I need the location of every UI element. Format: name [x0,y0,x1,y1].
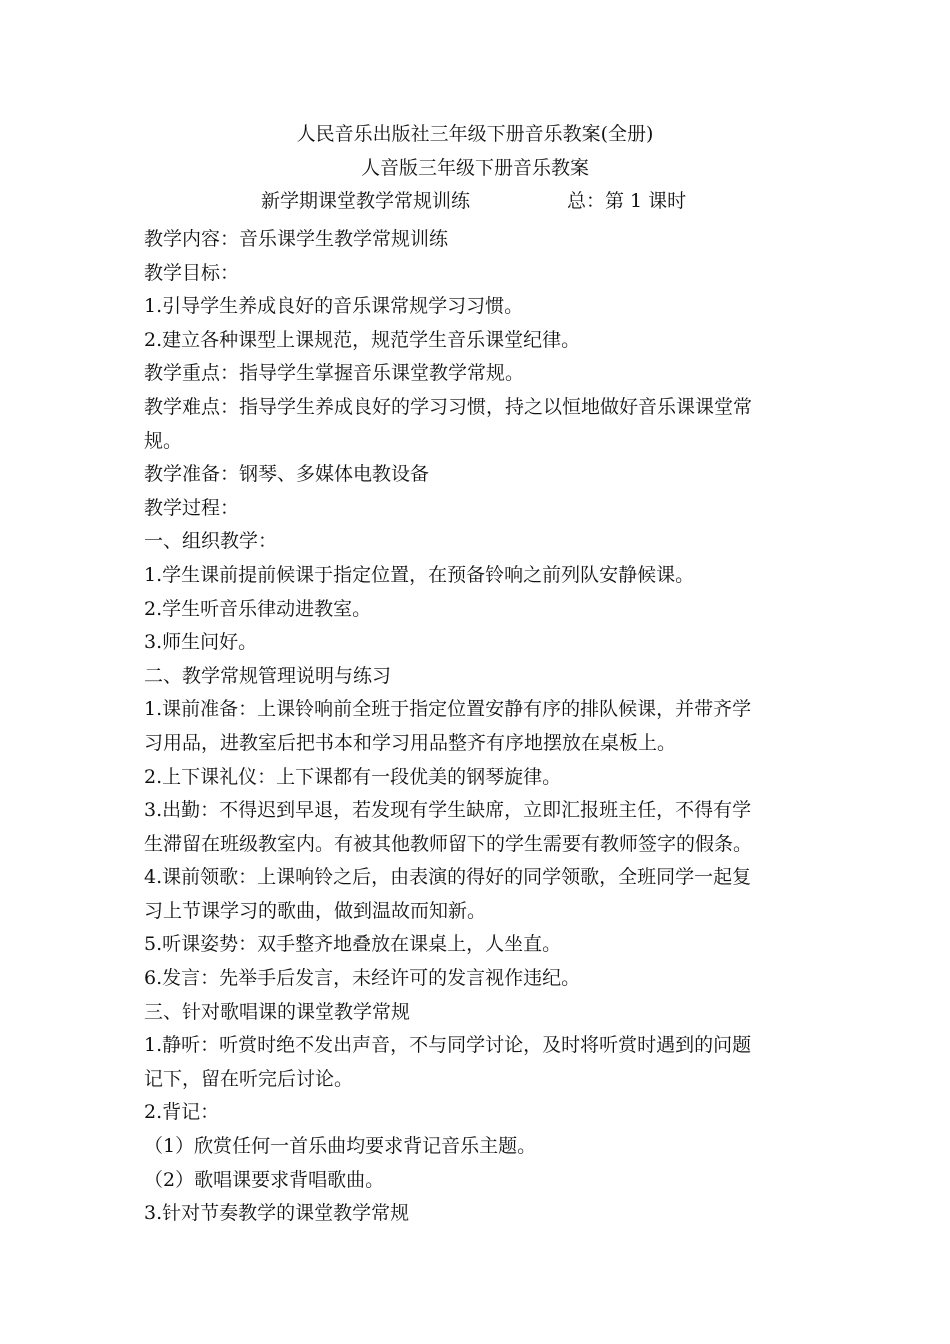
body-line: 教学难点：指导学生养成良好的学习习惯，持之以恒地做好音乐课课堂常 [144,395,753,418]
body-line: 教学内容：音乐课学生教学常规训练 [144,228,449,250]
body-line: （2）歌唱课要求背唱歌曲。 [144,1168,385,1191]
body-line: 2.背记： [144,1101,220,1124]
body-line: 二、教学常规管理说明与练习 [144,664,392,687]
body-line: 习用品，进教室后把书本和学习用品整齐有序地摆放在桌板上。 [144,731,677,754]
body-line: 6.发言：先举手后发言，未经许可的发言视作违纪。 [144,967,581,990]
body-line: 5.听课姿势：双手整齐地叠放在课桌上，人坐直。 [144,933,562,956]
body-line: 3.针对节奏教学的课堂教学常规 [144,1202,410,1225]
document-body [144,223,810,1231]
body-line: 1.引导学生养成良好的音乐课常规学习习惯。 [144,295,524,318]
body-line: 教学过程： [144,496,240,519]
body-line: 3.出勤：不得迟到早退，若发现有学生缺席，立即汇报班主任，不得有学 [144,799,752,822]
body-line: 习上节课学习的歌曲，做到温故而知新。 [144,899,487,922]
document-subtitle: 人音版三年级下册音乐教案 [360,157,589,179]
body-line: 1.静听：听赏时绝不发出声音，不与同学讨论，及时将听赏时遇到的问题 [144,1034,752,1057]
body-line: 2.学生听音乐律动进教室。 [144,597,372,620]
body-line: 生滞留在班级教室内。有被其他教师留下的学生需要有教师签字的假条。 [144,832,753,855]
body-line: （1）欣赏任何一首乐曲均要求背记音乐主题。 [144,1135,537,1158]
lesson-title: 新学期课堂教学常规训练 [261,190,471,212]
body-line: 1.课前准备：上课铃响前全班于指定位置安静有序的排队候课，并带齐学 [144,698,752,721]
body-line: 教学准备：钢琴、多媒体电教设备 [144,463,430,486]
document-title: 人民音乐出版社三年级下册音乐教案(全册) [296,123,654,145]
body-line: 一、组织教学： [144,530,278,553]
body-line: 3.师生问好。 [144,631,258,654]
body-line: 4.课前领歌：上课响铃之后，由表演的得好的同学领歌，全班同学一起复 [144,866,752,889]
body-line: 三、针对歌唱课的课堂教学常规 [144,1000,411,1023]
lesson-total: 总：第 1 课时 [567,190,687,212]
body-line: 1.学生课前提前候课于指定位置，在预备铃响之前列队安静候课。 [144,563,695,586]
body-line: 2.建立各种课型上课规范，规范学生音乐课堂纪律。 [144,328,581,351]
body-line: 教学目标： [144,261,240,284]
body-line: 记下，留在听完后讨论。 [144,1067,354,1090]
body-line: 2.上下课礼仪：上下课都有一段优美的钢琴旋律。 [144,765,562,788]
body-line: 教学重点：指导学生掌握音乐课堂教学常规。 [144,362,525,385]
body-line: 规。 [144,429,183,452]
